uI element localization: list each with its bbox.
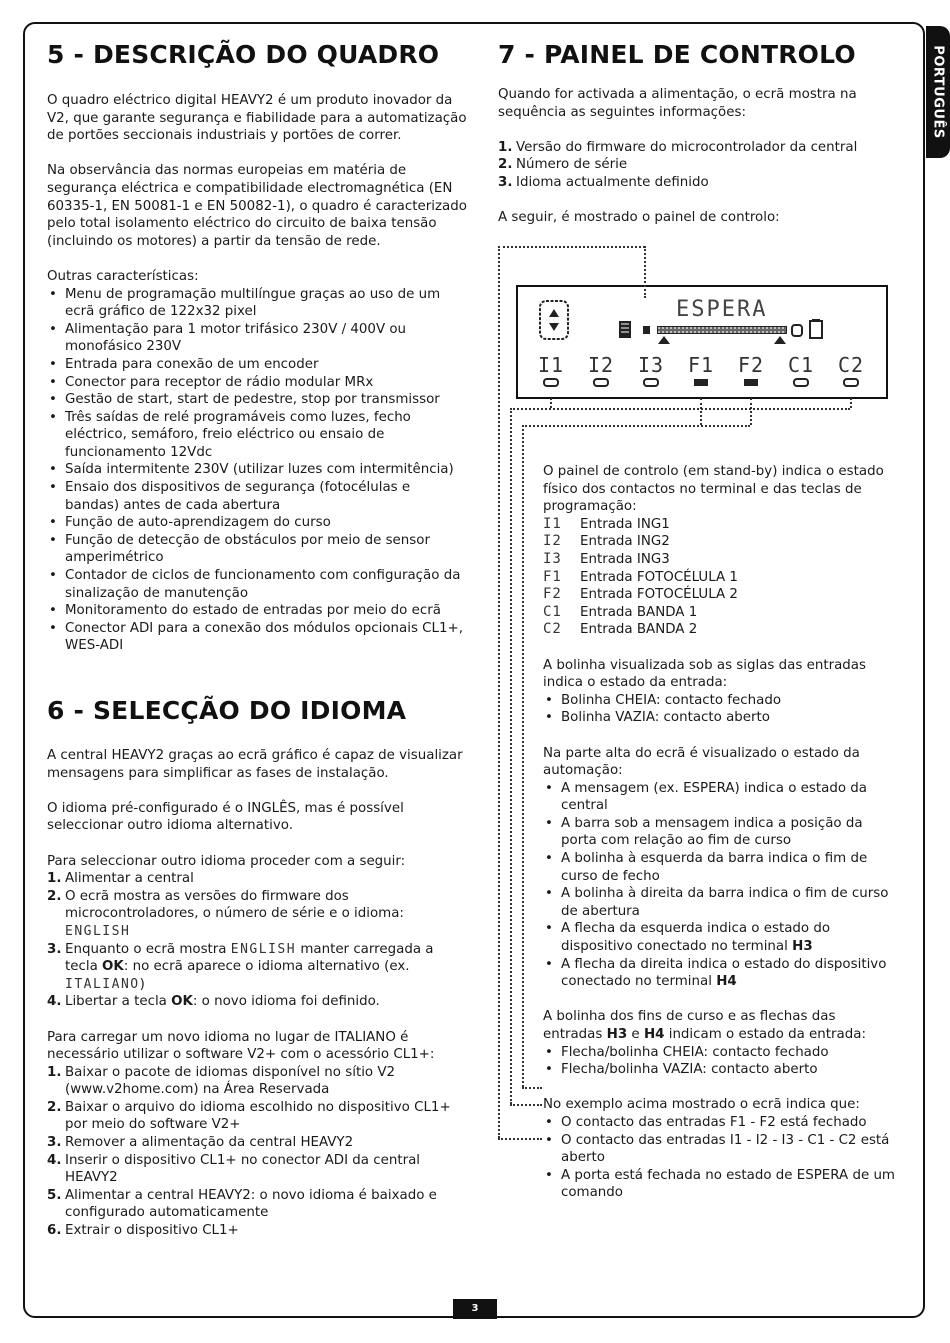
list-item: • A mensagem (ex. ESPERA) indica o estado da central bbox=[543, 780, 898, 815]
lcd-text: ITALIANO bbox=[65, 976, 140, 992]
list-item: F1 Entrada FOTOCÉLULA 1 bbox=[543, 568, 738, 585]
open-contact-dot-icon bbox=[644, 379, 658, 386]
input-legend bbox=[543, 516, 898, 639]
display-input-label: F2 bbox=[737, 353, 765, 377]
list-item: • Conector para receptor de rádio modular MRx bbox=[47, 374, 467, 392]
open-contact-dot-icon bbox=[544, 379, 558, 386]
leader-line bbox=[750, 398, 752, 425]
lcd-text: ENGLISH bbox=[230, 941, 297, 957]
right-column bbox=[498, 40, 898, 227]
list-item: 1. Baixar o pacote de idiomas disponível no sítio V2 (www.v2home.com) na Área Reservada bbox=[47, 1064, 396, 1098]
features-list bbox=[47, 286, 467, 655]
closed-contact-dot-icon bbox=[744, 379, 758, 386]
leader-line bbox=[510, 408, 850, 410]
leader-line bbox=[498, 246, 500, 1138]
section-5-standards: Na observância das normas europeias em matéria de segurança eléctrica e compatibilidade electromagnética (EN 60335-1, EN 50081-1 e EN 50082-1), o quadro é caracterizado pelo total isolamento eléctrico do circuito de baixa tensão (incluindo os motores) a partir da tensão de rede. bbox=[47, 163, 467, 249]
list-item: F2 Entrada FOTOCÉLULA 2 bbox=[543, 586, 738, 603]
language-steps bbox=[47, 870, 467, 1011]
status-message: ESPERA bbox=[676, 297, 768, 322]
leader-line bbox=[644, 246, 646, 298]
list-item: 3. Idioma actualmente definido bbox=[498, 174, 709, 190]
list-item: • Ensaio dos dispositivos de segurança (fotocélulas e bandas) antes de cada abertura bbox=[47, 479, 467, 514]
steps-intro: Para seleccionar outro idioma proceder com a seguir: bbox=[47, 853, 406, 869]
list-item: 4. Inserir o dispositivo CL1+ no conector ADI da central HEAVY2 bbox=[47, 1152, 421, 1186]
open-contact-dot-icon bbox=[844, 379, 858, 386]
limits-explanation: A bolinha dos fins de curso e as flechas das entradas H3 e H4 indicam o estado da entrada: bbox=[543, 1009, 866, 1042]
list-item: 3. Enquanto o ecrã mostra ENGLISH manter carregada a tecla OK: no ecrã aparece o idioma alternativo (ex. ITALIANO) bbox=[47, 941, 434, 992]
list-item: 5. Alimentar a central HEAVY2: o novo idioma é baixado e configurado automaticamente bbox=[47, 1187, 437, 1221]
section-6-intro: A central HEAVY2 graças ao ecrã gráfico é capaz de visualizar mensagens para simplificar as fases de instalação. bbox=[47, 748, 463, 781]
list-item: • Monitoramento do estado de entradas por meio do ecrã bbox=[47, 602, 467, 620]
leader-line bbox=[510, 408, 512, 1104]
section-7-intro: Quando for activada a alimentação, o ecrã mostra na sequência as seguintes informações: bbox=[498, 87, 857, 120]
leader-line bbox=[550, 398, 552, 408]
list-item: • Bolinha CHEIA: contacto fechado bbox=[543, 692, 898, 710]
leader-line bbox=[522, 425, 750, 427]
leader-line bbox=[522, 1087, 542, 1089]
ball-explanation: A bolinha visualizada sob as siglas das entradas indica o estado da entrada: bbox=[543, 657, 866, 691]
list-item: • Menu de programação multilíngue graças ao uso de um ecrã gráfico de 122x32 pixel bbox=[47, 286, 467, 321]
list-item: • A porta está fechada no estado de ESPERA de um comando bbox=[543, 1167, 898, 1202]
list-item: • Contador de ciclos de funcionamento com configuração da sinalização de manutenção bbox=[47, 567, 467, 602]
display-input-label: I3 bbox=[637, 353, 665, 377]
leader-line bbox=[522, 425, 524, 1087]
lcd-text: ENGLISH bbox=[65, 923, 131, 939]
section-6-title: 6 - SELECÇÃO DO IDIOMA bbox=[47, 696, 407, 725]
right-arrow-h4-icon bbox=[810, 321, 822, 338]
list-item: 1. Alimentar a central bbox=[47, 871, 194, 887]
list-item: • Bolinha VAZIA: contacto aberto bbox=[543, 709, 898, 727]
list-item: • Conector ADI para a conexão dos módulos opcionais CL1+, WES-ADI bbox=[47, 620, 467, 655]
automation-explanation: Na parte alta do ecrã é visualizado o estado da automação: bbox=[543, 745, 860, 779]
list-item: • Função de detecção de obstáculos por meio de sensor amperimétrico bbox=[47, 532, 467, 567]
list-item: 2. Baixar o arquivo do idioma escolhido no dispositivo CL1+ por meio do software V2+ bbox=[47, 1099, 451, 1133]
language-tab bbox=[926, 26, 950, 158]
section-5-intro: O quadro eléctrico digital HEAVY2 é um produto inovador da V2, que garante segurança e fiabilidade para a automatização de portões seccionais industriais y portões de correr. bbox=[47, 93, 467, 144]
list-item: • Saída intermitente 230V (utilizar luzes com intermitência) bbox=[47, 461, 467, 479]
list-item: • A bolinha à direita da barra indica o fim de curso de abertura bbox=[543, 885, 898, 920]
page-number: 3 bbox=[453, 1299, 497, 1319]
open-contact-dot-icon bbox=[594, 379, 608, 386]
leader-line bbox=[850, 398, 852, 408]
list-item: 2. Número de série bbox=[498, 157, 628, 173]
features-intro: Outras características: bbox=[47, 268, 199, 284]
list-item: • O contacto das entradas F1 - F2 está fechado bbox=[543, 1114, 898, 1132]
open-limit-dot-icon bbox=[792, 325, 802, 336]
closed-contact-dot-icon bbox=[694, 379, 708, 386]
display-input-label: C2 bbox=[837, 353, 865, 377]
list-item: C1 Entrada BANDA 1 bbox=[543, 603, 698, 620]
list-item: 4. Libertar a tecla OK: o novo idioma foi definido. bbox=[47, 994, 380, 1010]
section-6-default-language: O idioma pré-configurado é o INGLÊS, mas é possível seleccionar outro idioma alternativo. bbox=[47, 800, 404, 834]
list-item: C2 Entrada BANDA 2 bbox=[543, 621, 698, 638]
position-bar-fill bbox=[658, 327, 786, 333]
bar-right-marker-icon bbox=[774, 336, 786, 344]
list-item: 6. Extrair o dispositivo CL1+ bbox=[47, 1223, 239, 1239]
startup-info-list bbox=[498, 139, 898, 192]
list-item: I2 Entrada ING2 bbox=[543, 533, 670, 550]
list-item: • A bolinha à esquerda da barra indica o fim de curso de fecho bbox=[543, 850, 898, 885]
bar-left-marker-icon bbox=[658, 336, 670, 344]
list-item: • Flecha/bolinha CHEIA: contacto fechado bbox=[543, 1044, 898, 1062]
panel-description bbox=[543, 463, 898, 1202]
list-item: 2. O ecrã mostra as versões do firmware dos microcontroladores, o número de série e o idioma: ENGLISH bbox=[47, 888, 404, 939]
list-item: • Flecha/bolinha VAZIA: contacto aberto bbox=[543, 1061, 898, 1079]
list-item: • A barra sob a mensagem indica a posição da porta com relação ao fim de curso bbox=[543, 815, 898, 850]
key-icon bbox=[540, 301, 568, 339]
list-item: • Gestão de start, start de pedestre, stop por transmissor bbox=[47, 391, 467, 409]
display-input-label: F1 bbox=[687, 353, 715, 377]
display-input-label: I2 bbox=[587, 353, 615, 377]
list-item: • O contacto das entradas I1 - I2 - I3 - C1 - C2 está aberto bbox=[543, 1132, 898, 1167]
load-language-steps bbox=[47, 1064, 467, 1240]
left-column bbox=[47, 40, 467, 1240]
input-state-dots bbox=[544, 379, 858, 386]
leader-line bbox=[510, 1104, 542, 1106]
display-input-label: I1 bbox=[537, 353, 565, 377]
list-item: 3. Remover a alimentação da central HEAVY2 bbox=[47, 1135, 354, 1151]
list-item: • A flecha da direita indica o estado do dispositivo conectado no terminal H4 bbox=[543, 956, 898, 991]
list-item: 1. Versão do firmware do microcontrolador da central bbox=[498, 139, 858, 155]
language-tab-label: PORTUGUÊS bbox=[930, 45, 946, 139]
leader-line bbox=[498, 246, 645, 248]
panel-explanation: O painel de controlo (em stand-by) indica o estado físico dos contactos no terminal e das teclas de programação: bbox=[543, 464, 884, 515]
list-item: • Alimentação para 1 motor trifásico 230V / 400V ou monofásico 230V bbox=[47, 321, 467, 356]
list-item: I3 Entrada ING3 bbox=[543, 550, 670, 567]
section-5-title: 5 - DESCRIÇÃO DO QUADRO bbox=[47, 40, 440, 69]
load-language-intro: Para carregar um novo idioma no lugar de ITALIANO é necessário utilizar o software V2+ com o acessório CL1+: bbox=[47, 1029, 435, 1063]
list-item: I1 Entrada ING1 bbox=[543, 515, 670, 532]
list-item: • Entrada para conexão de um encoder bbox=[47, 356, 467, 374]
list-item: • Três saídas de relé programáveis como luzes, fecho eléctrico, semáforo, freio eléctrico ou ensaio de funcionamento 12Vdc bbox=[47, 409, 467, 462]
closed-limit-dot-icon bbox=[643, 326, 650, 334]
panel-intro: A seguir, é mostrado o painel de controlo: bbox=[498, 210, 780, 226]
section-7-title: 7 - PAINEL DE CONTROLO bbox=[498, 40, 856, 69]
down-arrow-icon bbox=[549, 323, 559, 331]
display-input-label: C1 bbox=[787, 353, 815, 377]
list-item: • Função de auto-aprendizagem do curso bbox=[47, 514, 467, 532]
open-contact-dot-icon bbox=[794, 379, 808, 386]
example-intro: No exemplo acima mostrado o ecrã indica que: bbox=[543, 1097, 860, 1113]
leader-line bbox=[498, 1138, 542, 1140]
control-panel-display bbox=[516, 285, 888, 399]
list-item: • A flecha da esquerda indica o estado do dispositivo conectado no terminal H3 bbox=[543, 920, 898, 955]
up-arrow-icon bbox=[549, 309, 559, 317]
leader-line bbox=[700, 398, 702, 425]
